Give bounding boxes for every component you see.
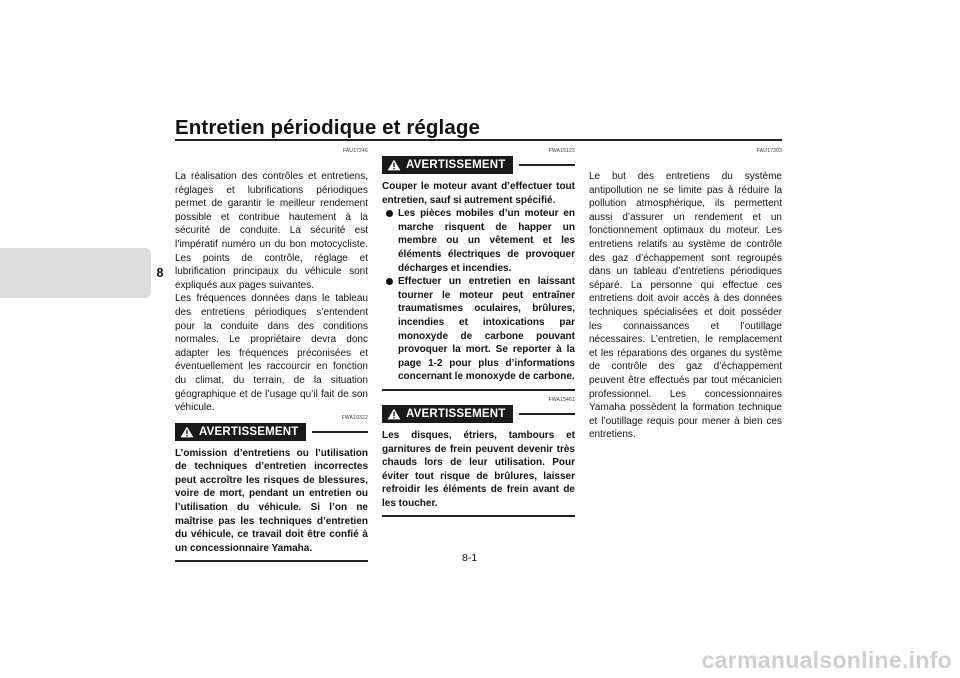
warning-code: FWA15123: [548, 148, 575, 154]
warning-label: [382, 405, 513, 423]
warning-header: [382, 156, 575, 174]
warning-bullet-list: [382, 207, 575, 384]
warning-label-text: AVERTISSEMENT: [406, 407, 506, 420]
frequency-paragraph: Les fréquences données dans le tableau des entretiens périodiques s’entendent pour la conduite dans des conditions normales. Le propriétaire devra donc adapter les fréquences préconisées et éventuellement les raccourcir en fonction du climat, du terrain, de la situation géographique et de l’usage qu’il fait de son véhicule.: [175, 293, 368, 414]
left-column: [175, 148, 368, 562]
list-item: [382, 207, 575, 275]
warning-header: [382, 405, 575, 423]
warning-header: [175, 423, 368, 441]
warning-code: FWA10322: [341, 414, 368, 421]
warning-rule: [519, 413, 575, 415]
warning-rule: [312, 431, 368, 433]
right-column: [589, 148, 782, 442]
warning-rule: [519, 164, 575, 166]
chapter-side-tab: [0, 248, 151, 298]
title-rule: [175, 139, 782, 141]
warning-intro: Couper le moteur avant d’effectuer tout entretien, sauf si autrement spécifié.: [382, 181, 575, 206]
bullet-dot-icon: [386, 278, 393, 285]
warning-label-text: AVERTISSEMENT: [406, 159, 506, 171]
emission-paragraph: Le but des entretiens du système antipollution ne se limite pas à réduire la pollution atmosphérique, ils permettent aussi d’assurer un rendement et un fonctionnement optimaux du moteur. Les entretiens relatifs au système de contrôle des gaz d’échappement sont regroupés dans un tableau d’entretiens périodiques séparé. La personne qui effectue ces entretiens doit avoir accès à des données techniques spécialisées et doit posséder les connaissances et l’outillage nécessaires. L’entretien, le remplacement et les réparations des organes du système de contrôle des gaz d’échappement peuvent être effectués par tout mécanicien professionnel. Les concessionnaires Yamaha possèdent la formation technique et l’outillage requis pour mener à bien ces entretiens.: [589, 171, 782, 441]
warning-end-rule: [175, 560, 368, 562]
warning-label: [175, 423, 306, 441]
page-number: 8-1: [462, 552, 478, 564]
bullet-text: Effectuer un entretien en laissant tourner le moteur peut entraîner traumatismes oculaires, brûlures, incendies et intoxications par monoxyde de carbone pouvant provoquer la mort. Se reporter à la page 1-2 pour plus d’informations concernant le monoxyde de carbone.: [398, 276, 575, 383]
warning-triangle-icon: [387, 159, 401, 171]
section-code: FAU17246: [342, 148, 368, 154]
warning-triangle-icon: [180, 426, 194, 438]
warning-triangle-icon: [387, 408, 401, 420]
watermark: carmanualsonline.info: [701, 647, 952, 673]
bullet-text: Les pièces mobiles d’un moteur en marche risquent de happer un membre ou un vêtement et les éléments électriques de provoquer décharges et incendies.: [398, 208, 575, 274]
middle-column: [382, 148, 575, 517]
warning-text: L’omission d’entretiens ou l’utilisation de techniques d’entretien incorrectes peut accroître les risques de blessures, voire de mort, pendant un entretien ou l’utilisation du véhicule. Si l’on ne maîtrise pas les techniques d’entretien du véhicule, ce travail doit être confié à un concessionnaire Yamaha.: [175, 447, 368, 554]
chapter-number: 8: [151, 248, 169, 298]
warning-text: Les disques, étriers, tambours et garnitures de frein peuvent devenir très chauds lors de leur utilisation. Pour éviter tout risque de brûlures, laisser refroidir les éléments de frein avant de les toucher.: [382, 429, 575, 509]
bullet-dot-icon: [386, 210, 393, 217]
warning-code: FWA15461: [548, 396, 575, 403]
warning-end-rule: [382, 389, 575, 391]
page-title: Entretien périodique et réglage: [175, 116, 480, 139]
section-code: FAU17303: [756, 148, 782, 154]
list-item: [382, 275, 575, 384]
warning-label: [382, 156, 513, 174]
warning-end-rule: [382, 515, 575, 517]
warning-label-text: AVERTISSEMENT: [199, 425, 299, 438]
intro-paragraph: La réalisation des contrôles et entretiens, réglages et lubrifications périodiques permet de garantir le meilleur rendement possible et contribue hautement à la sécurité de conduite. La sécurité est l’impératif numéro un du bon motocycliste. Les points de contrôle, réglage et lubrification principaux du véhicule sont expliqués aux pages suivantes.: [175, 171, 368, 291]
